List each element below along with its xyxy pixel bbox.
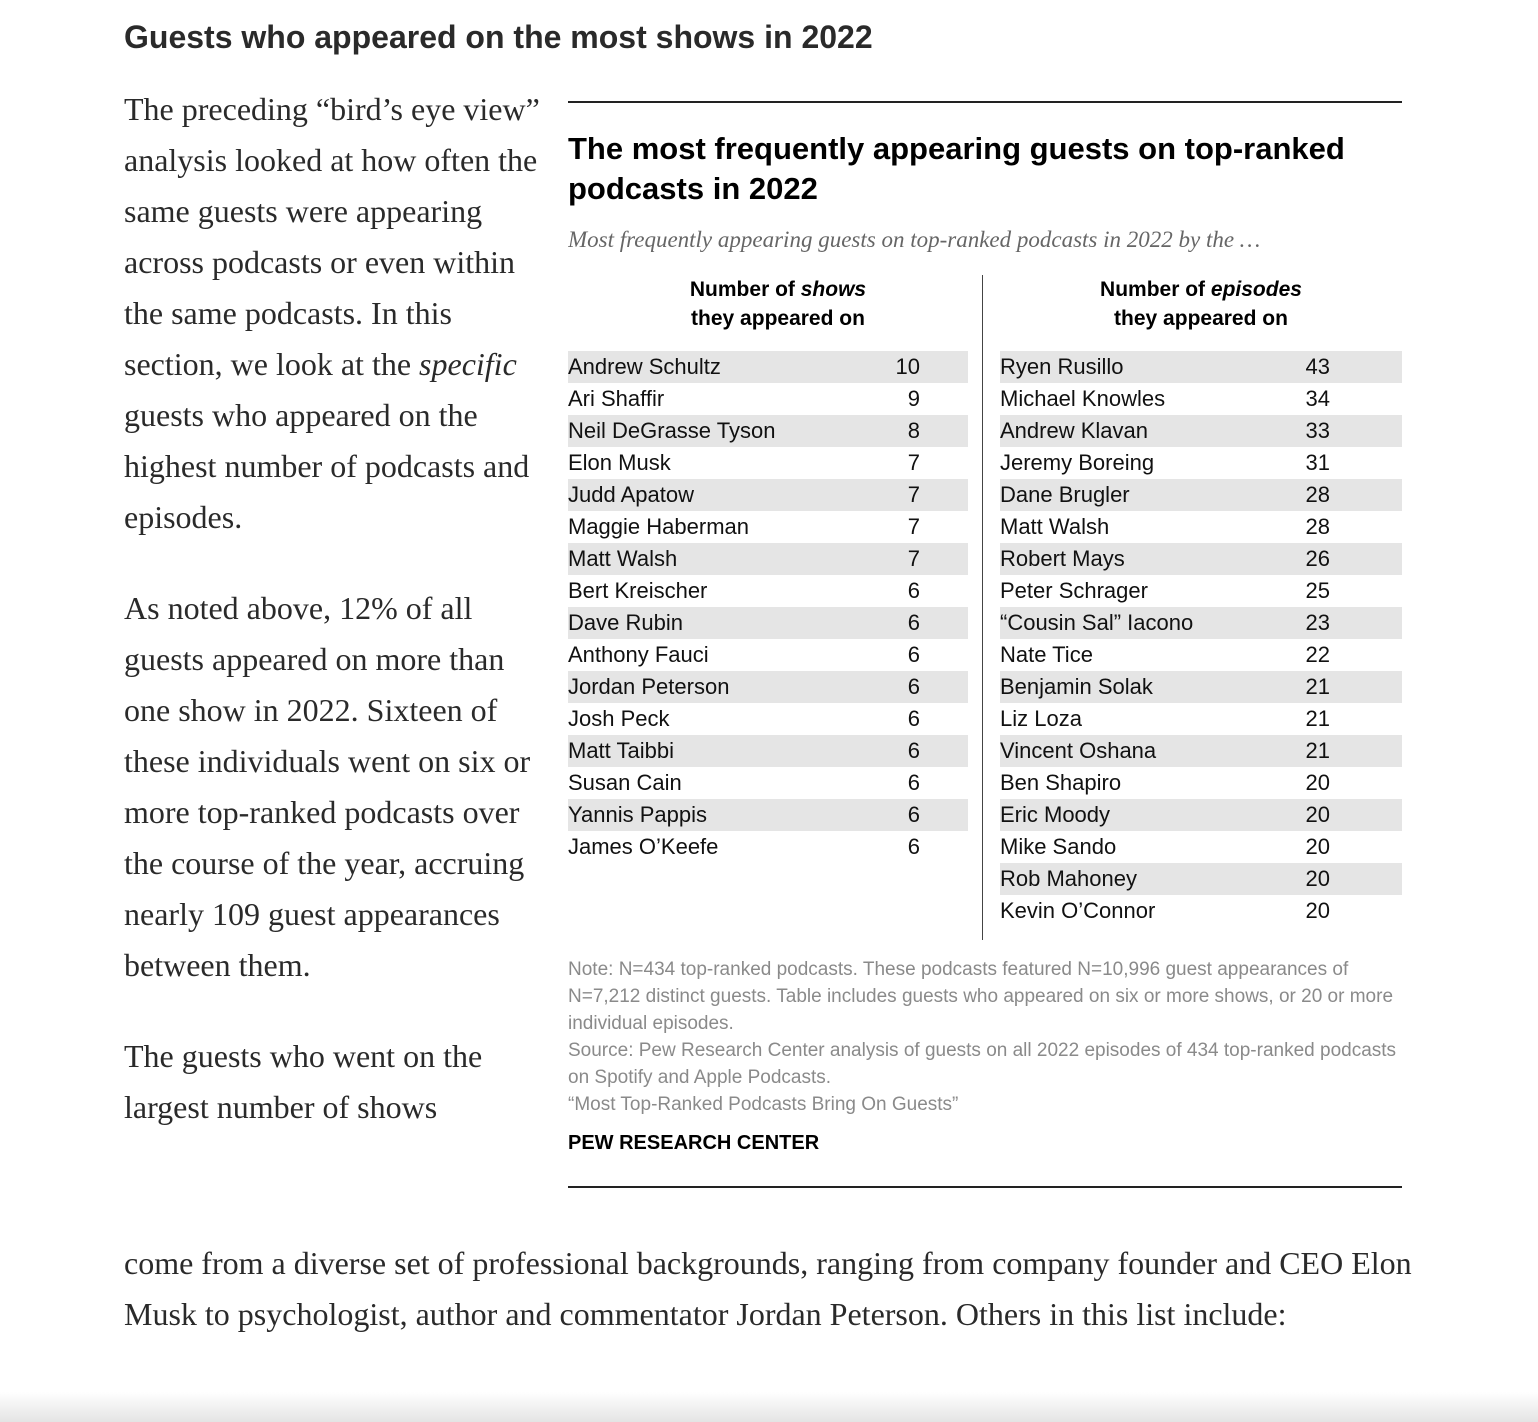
episodes-guest-name: Ben Shapiro <box>1000 770 1122 795</box>
shows-table-row <box>568 575 968 607</box>
figure-bottom-rule <box>568 1186 1402 1188</box>
shows-guest-name: James O’Keefe <box>568 834 719 859</box>
episodes-guest-name: Kevin O’Connor <box>1000 898 1156 923</box>
episodes-guest-name: Mike Sando <box>1000 834 1117 859</box>
figure-report-title: “Most Top-Ranked Podcasts Bring On Guests” <box>568 1094 959 1115</box>
episodes-guest-name: Peter Schrager <box>1000 578 1148 603</box>
episodes-guest-name: “Cousin Sal” Iacono <box>1000 610 1194 635</box>
episodes-count: 22 <box>1305 642 1330 667</box>
shows-count: 6 <box>907 642 920 667</box>
shows-guest-name: Ari Shaffir <box>568 386 665 411</box>
shows-table-row <box>568 607 968 639</box>
shows-guest-name: Josh Peck <box>568 706 670 731</box>
shows-guest-name: Matt Walsh <box>568 546 678 571</box>
shows-count: 6 <box>907 738 920 763</box>
section-title: Guests who appeared on the most shows in 2022 <box>124 19 873 55</box>
episodes-table-row <box>1000 575 1402 607</box>
episodes-table-body <box>1000 351 1402 927</box>
shows-table-row <box>568 511 968 543</box>
episodes-table-row <box>1000 415 1402 447</box>
episodes-table-row <box>1000 639 1402 671</box>
shows-table-row <box>568 351 968 383</box>
episodes-table-row <box>1000 895 1402 927</box>
shows-table-row <box>568 479 968 511</box>
episodes-table-row <box>1000 831 1402 863</box>
shows-guest-name: Jordan Peterson <box>568 674 730 699</box>
shows-count: 6 <box>907 578 920 603</box>
shows-guest-name: Yannis Pappis <box>568 802 708 827</box>
shows-count: 6 <box>907 610 920 635</box>
episodes-guest-name: Rob Mahoney <box>1000 866 1137 891</box>
episodes-table-row <box>1000 447 1402 479</box>
episodes-count: 43 <box>1305 354 1330 379</box>
pew-logo-text: PEW RESEARCH CENTER <box>568 1132 820 1154</box>
shows-count: 6 <box>907 834 920 859</box>
episodes-count: 20 <box>1305 802 1330 827</box>
episodes-table-row <box>1000 799 1402 831</box>
paragraph-intro-part2: guests who appeared on the highest number of podcasts and episodes. <box>124 397 530 535</box>
shows-guest-name: Maggie Haberman <box>568 514 749 539</box>
shows-table-row <box>568 767 968 799</box>
episodes-table-row <box>1000 703 1402 735</box>
episodes-table-row <box>1000 607 1402 639</box>
shows-table-row <box>568 447 968 479</box>
episodes-guest-name: Ryen Rusillo <box>1000 354 1124 379</box>
episodes-header-text: Number of <box>1100 278 1211 301</box>
shows-header-emphasis: shows <box>800 278 867 301</box>
article <box>124 0 1414 1422</box>
episodes-guest-name: Jeremy Boreing <box>1000 450 1155 475</box>
episodes-guest-name: Robert Mays <box>1000 546 1125 571</box>
shows-count: 7 <box>907 482 920 507</box>
episodes-count: 21 <box>1305 706 1330 731</box>
paragraph-intro-emphasis: specific <box>419 346 517 382</box>
figure-notes <box>568 956 1402 1118</box>
left-text-column <box>124 84 544 1173</box>
episodes-guest-name: Michael Knowles <box>1000 386 1166 411</box>
episodes-count: 34 <box>1305 386 1330 411</box>
shows-guest-name: Elon Musk <box>568 450 671 475</box>
shows-table-row <box>568 383 968 415</box>
paragraph-guests-start: The guests who went on the largest number of shows <box>124 1038 483 1125</box>
episodes-count: 33 <box>1305 418 1330 443</box>
shows-table-header <box>568 275 988 351</box>
episodes-table-row <box>1000 351 1402 383</box>
shows-count: 7 <box>907 514 920 539</box>
shows-guest-name: Bert Kreischer <box>568 578 708 603</box>
shows-table-row <box>568 415 968 447</box>
episodes-table-row <box>1000 511 1402 543</box>
episodes-header-line2: they appeared on <box>1114 307 1288 330</box>
shows-count: 6 <box>907 674 920 699</box>
figure-table <box>568 101 1402 1188</box>
episodes-guest-name: Vincent Oshana <box>1000 738 1157 763</box>
episodes-header-emphasis: episodes <box>1210 278 1302 301</box>
shows-count: 8 <box>907 418 920 443</box>
shows-guest-name: Neil DeGrasse Tyson <box>568 418 776 443</box>
figure-source: Source: Pew Research Center analysis of guests on all 2022 episodes of 434 top-ranked podcasts on Spotify and Apple Podcasts. <box>568 1040 1397 1088</box>
paragraph-intro-part1: The preceding “bird’s eye view” analysis looked at how often the same guests were appearing across podcasts or even within the same podcasts. In this section, we look at the <box>124 91 540 382</box>
figure-title: The most frequently appearing guests on top-ranked podcasts in 2022 <box>568 131 1345 206</box>
shows-table-row <box>568 543 968 575</box>
shows-table-body <box>568 351 968 863</box>
shows-table-row <box>568 671 968 703</box>
shows-table <box>568 275 968 863</box>
episodes-guest-name: Andrew Klavan <box>1000 418 1148 443</box>
episodes-count: 21 <box>1305 738 1330 763</box>
episodes-guest-name: Liz Loza <box>1000 706 1082 731</box>
episodes-guest-name: Benjamin Solak <box>1000 674 1153 699</box>
shows-count: 6 <box>907 706 920 731</box>
episodes-count: 28 <box>1305 514 1330 539</box>
episodes-guest-name: Dane Brugler <box>1000 482 1130 507</box>
episodes-table-row <box>1000 863 1402 895</box>
shows-guest-name: Andrew Schultz <box>568 354 721 379</box>
episodes-table-header <box>1000 275 1402 351</box>
shows-guest-name: Judd Apatow <box>568 482 694 507</box>
figure-note: Note: N=434 top-ranked podcasts. These podcasts featured N=10,996 guest appearances of N=7,212 distinct guests. Table includes guests who appeared on six or more shows, or 20 or more individual episodes. <box>568 959 1394 1034</box>
shows-table-row <box>568 735 968 767</box>
episodes-guest-name: Matt Walsh <box>1000 514 1110 539</box>
episodes-count: 31 <box>1305 450 1330 475</box>
paragraph-intro <box>124 84 544 543</box>
episodes-count: 20 <box>1305 898 1330 923</box>
shows-header-text: Number of <box>689 278 801 301</box>
shows-guest-name: Matt Taibbi <box>568 738 674 763</box>
episodes-table-row <box>1000 383 1402 415</box>
shows-count: 9 <box>907 386 920 411</box>
shows-table-row <box>568 703 968 735</box>
episodes-count: 20 <box>1305 834 1330 859</box>
shows-guest-name: Anthony Fauci <box>568 642 709 667</box>
episodes-table <box>1000 275 1402 927</box>
episodes-table-row <box>1000 671 1402 703</box>
episodes-table-row <box>1000 767 1402 799</box>
episodes-table-row <box>1000 479 1402 511</box>
shows-count: 7 <box>907 546 920 571</box>
figure-subtitle: Most frequently appearing guests on top-ranked podcasts in 2022 by the … <box>568 227 1261 252</box>
episodes-count: 23 <box>1305 610 1330 635</box>
shows-table-row <box>568 799 968 831</box>
tables-area <box>568 275 1402 940</box>
shows-guest-name: Susan Cain <box>568 770 682 795</box>
shows-count: 6 <box>907 770 920 795</box>
episodes-count: 20 <box>1305 770 1330 795</box>
episodes-count: 20 <box>1305 866 1330 891</box>
shows-guest-name: Dave Rubin <box>568 610 683 635</box>
paragraph-stats: As noted above, 12% of all guests appeared on more than one show in 2022. Sixteen of these individuals went on six or more top-ranked podcasts over the course of the year, accruing nearly 109 guest appearances between them. <box>124 590 531 983</box>
episodes-count: 25 <box>1305 578 1330 603</box>
episodes-table-row <box>1000 543 1402 575</box>
episodes-count: 28 <box>1305 482 1330 507</box>
episodes-guest-name: Eric Moody <box>1000 802 1111 827</box>
episodes-count: 21 <box>1305 674 1330 699</box>
episodes-guest-name: Nate Tice <box>1000 642 1093 667</box>
table-divider <box>982 275 983 940</box>
shows-count: 6 <box>907 802 920 827</box>
paragraph-guests-end: come from a diverse set of professional backgrounds, ranging from company founder and CEO Elon Musk to psychologist, author and commentator Jordan Peterson. Others in this list include: <box>124 1245 1412 1332</box>
shows-table-row <box>568 639 968 671</box>
shows-count: 10 <box>895 354 920 379</box>
episodes-table-row <box>1000 735 1402 767</box>
shows-count: 7 <box>907 450 920 475</box>
episodes-count: 26 <box>1305 546 1330 571</box>
shows-header-line2: they appeared on <box>691 307 865 330</box>
figure-top-rule <box>568 101 1402 103</box>
bottom-fade <box>0 1392 1538 1422</box>
shows-table-row <box>568 831 968 863</box>
